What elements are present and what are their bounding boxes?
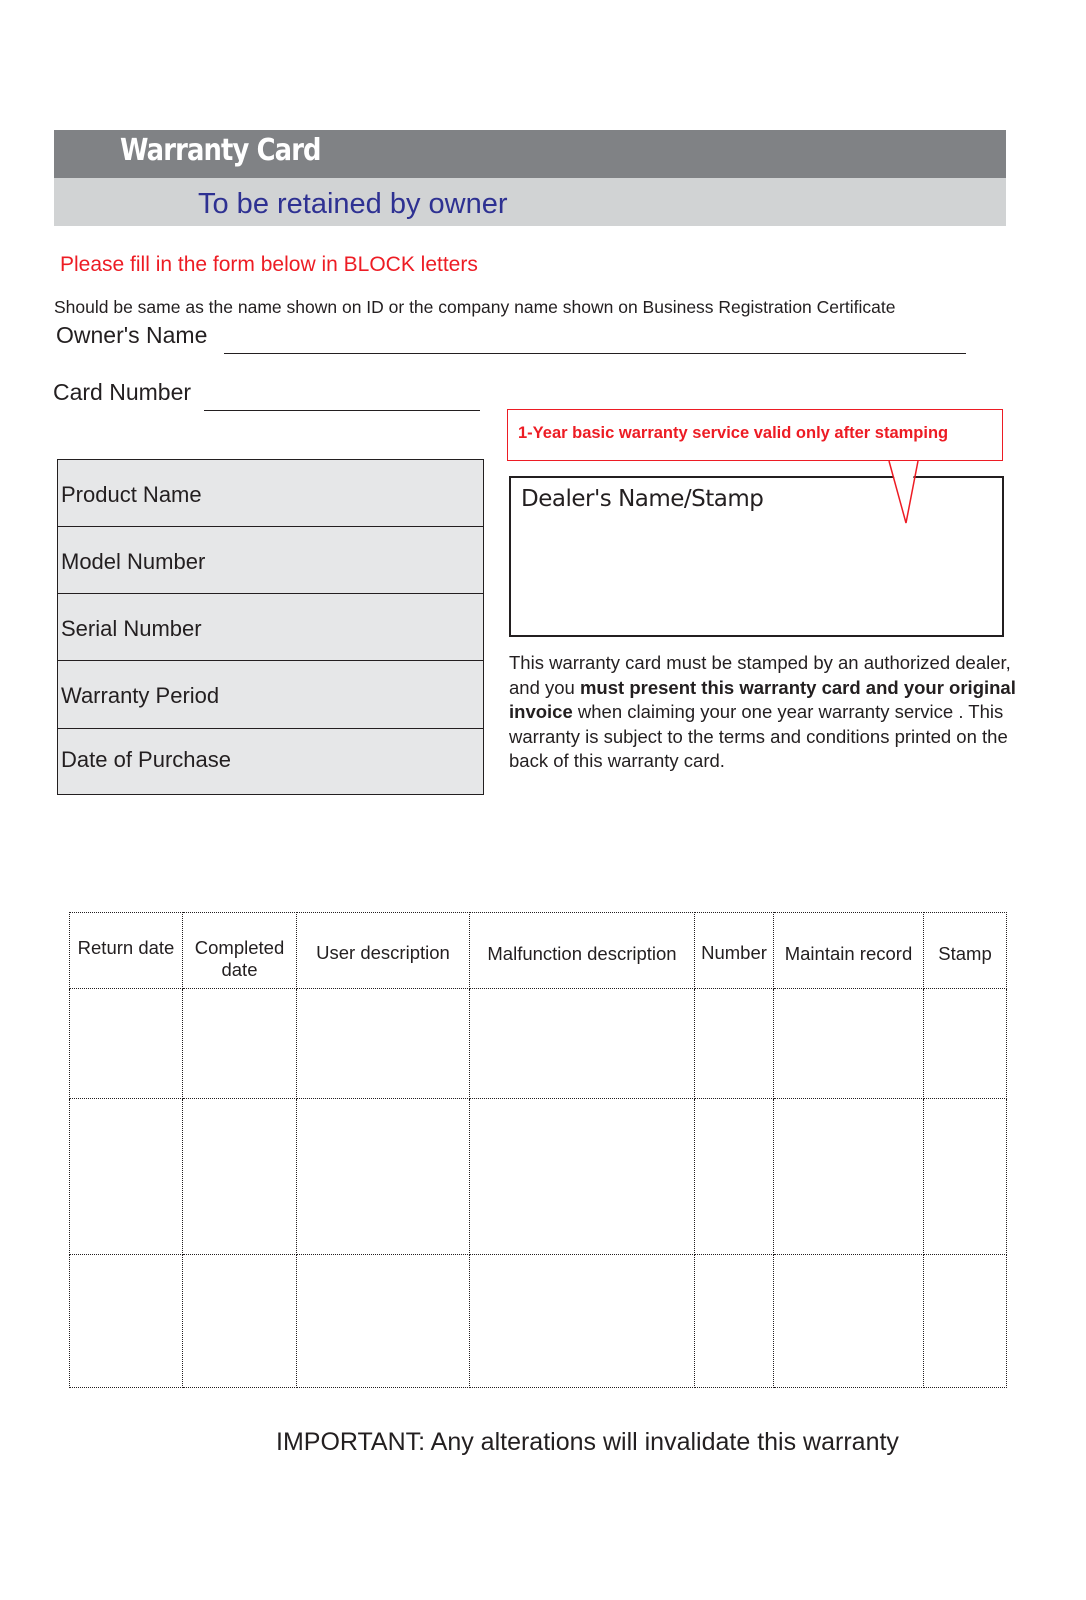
product-row-warranty[interactable] bbox=[58, 661, 483, 729]
product-row-label: Warranty Period bbox=[61, 683, 220, 708]
table-cell[interactable] bbox=[70, 1254, 183, 1387]
important-notice: IMPORTANT: Any alterations will invalidate this warranty bbox=[276, 1428, 899, 1456]
table-cell[interactable] bbox=[470, 989, 695, 1099]
callout-pointer bbox=[880, 455, 960, 530]
terms-text: This warranty card must be stamped by an authorized dealer, and you bbox=[509, 652, 1011, 698]
product-row-model[interactable] bbox=[58, 527, 483, 594]
page-title: Warranty Card bbox=[120, 133, 321, 168]
card-number-label: Card Number bbox=[53, 379, 192, 405]
table-header-row bbox=[70, 913, 1007, 989]
table-cell[interactable] bbox=[297, 1099, 470, 1254]
table-cell[interactable] bbox=[183, 1099, 297, 1254]
product-row-date[interactable] bbox=[58, 729, 483, 794]
owner-name-label: Owner's Name bbox=[56, 322, 208, 348]
product-row-name[interactable] bbox=[58, 460, 483, 527]
column-header: Return date bbox=[70, 913, 183, 989]
terms-text: when claiming your one year warranty service . This warranty is subject to the terms and conditions printed on the back of this warranty card. bbox=[509, 701, 1008, 772]
card-number-field[interactable] bbox=[204, 410, 480, 411]
table-cell[interactable] bbox=[470, 1254, 695, 1387]
table-cell[interactable] bbox=[924, 1254, 1007, 1387]
product-table bbox=[57, 459, 484, 795]
table-cell[interactable] bbox=[183, 1254, 297, 1387]
product-row-label: Serial Number bbox=[61, 616, 202, 641]
dealer-stamp-label: Dealer's Name/Stamp bbox=[521, 486, 764, 512]
table-cell[interactable] bbox=[70, 1099, 183, 1254]
table-cell[interactable] bbox=[695, 1099, 774, 1254]
table-row bbox=[70, 1099, 1007, 1254]
product-row-label: Model Number bbox=[61, 549, 206, 574]
column-header: Number bbox=[695, 913, 774, 989]
table-cell[interactable] bbox=[470, 1099, 695, 1254]
page-subtitle: To be retained by owner bbox=[198, 188, 508, 220]
terms-emphasis: must present this warranty card and your original invoice bbox=[509, 676, 1016, 723]
table-cell[interactable] bbox=[297, 1254, 470, 1387]
table-cell[interactable] bbox=[183, 989, 297, 1099]
table-row bbox=[70, 1254, 1007, 1387]
product-row-label: Product Name bbox=[61, 482, 202, 507]
table-cell[interactable] bbox=[774, 1254, 924, 1387]
stamp-callout-text: 1-Year basic warranty service valid only after stamping bbox=[518, 424, 949, 442]
table-cell[interactable] bbox=[695, 1254, 774, 1387]
table-cell[interactable] bbox=[297, 989, 470, 1099]
table-cell[interactable] bbox=[774, 1099, 924, 1254]
table-cell[interactable] bbox=[774, 989, 924, 1099]
column-header: Completed date bbox=[183, 913, 297, 989]
column-header: Maintain record bbox=[774, 913, 924, 989]
column-header: Stamp bbox=[924, 913, 1007, 989]
table-cell[interactable] bbox=[924, 1099, 1007, 1254]
fill-instruction: Please fill in the form below in BLOCK letters bbox=[60, 253, 478, 276]
table-cell[interactable] bbox=[70, 989, 183, 1099]
product-row-label: Date of Purchase bbox=[61, 747, 231, 772]
table-cell[interactable] bbox=[695, 989, 774, 1099]
table-cell[interactable] bbox=[924, 989, 1007, 1099]
column-header: User description bbox=[297, 913, 470, 989]
maintenance-record-table bbox=[69, 912, 1007, 1388]
subtitle-bar bbox=[54, 178, 1006, 226]
warranty-terms-paragraph bbox=[509, 651, 1029, 774]
table-row bbox=[70, 989, 1007, 1099]
column-header: Malfunction description bbox=[470, 913, 695, 989]
owner-name-field[interactable] bbox=[224, 353, 966, 354]
name-note: Should be same as the name shown on ID or the company name shown on Business Registration Certificate bbox=[54, 297, 896, 317]
product-row-serial[interactable] bbox=[58, 594, 483, 661]
